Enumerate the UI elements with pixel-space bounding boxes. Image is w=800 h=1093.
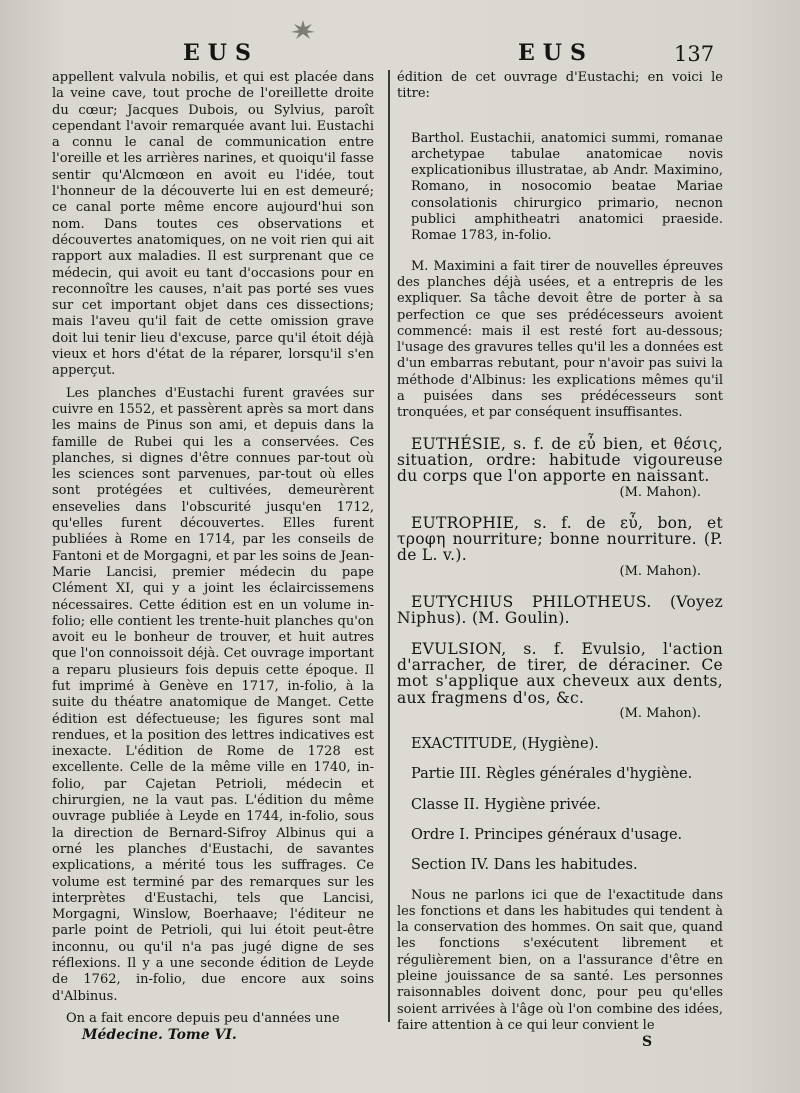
paragraph: Nous ne parlons ici que de l'exactitude dans les fonctions et dans les habitudes qui tendent à la conservation des hommes. On sait que, quand les fonctions s'exécutent librement et régulièrement bien, on a l'assurance d'être en pleine jouissance de sa santé. Les personnes raisonnables doivent donc, pour peu qu'elles soient arrivées à l'âge où l'on combine des idées, faire attention à ce qui leur convient le <box>397 887 723 1033</box>
bibliographic-entry: Barthol. Eustachii, anatomici summi, romanae archetypae tabulae anatomicae novis explicationibus illustratae, ab Andr. Maximino, Romano, in nosocomio beatae Mariae consolationis chirurgico primario, necnon publici amphitheatri anatomici praeside. Romae 1783, in-folio. <box>411 130 723 244</box>
left-column <box>52 70 374 1044</box>
entry-author: (M. Mahon). <box>619 705 701 721</box>
entry-eutrophie: EUTROPHIE, s. f. de εὖ, bon, et τροφη nourriture; bonne nourriture. (P. de L. v.). <box>397 513 723 565</box>
entry-euthesie: EUTHÉSIE, s. f. de εὖ bien, et θέσις, situation, ordre: habitude vigoureuse du corps que l'on apporte en naissant. <box>397 434 723 486</box>
page-number: 137 <box>674 42 715 66</box>
section-heading: Section IV. Dans les habitudes. <box>411 857 638 874</box>
column-rule <box>388 70 390 1022</box>
paragraph: édition de cet ouvrage d'Eustachi; en voici le titre: <box>397 70 723 102</box>
right-column <box>397 70 723 1051</box>
entry-exactitude: EXACTITUDE, (Hygiène). <box>411 736 599 753</box>
printer-ornament-icon <box>288 18 318 40</box>
paragraph: appellent valvula nobilis, et qui est placée dans la veine cave, tout proche de l'oreillette droite du cœur; Jacques Dubois, ou Sylvius, paroît cependant l'avoir remarquée avant lui. Eustachi a connu le canal de communication entre l'oreille et les arrières narines, et quoiqu'il fasse sentir qu'Alcmœon en avoit eu l'idée, tout l'honneur de la découverte lui en est demeuré; ce canal porte même encore aujourd'hui son nom. Dans toutes ces observations et découvertes anatomiques, on ne voit rien qui ait rapport aux maladies. Il est surprenant que ce médecin, qui avoit eu tant d'occasions pour en reconnoître les causes, n'ait pas porté ses vues sur cet important objet dans ces dissections; mais l'aveu qu'il fait de cette omission grave doit lui tenir lieu d'excuse, parce qu'il étoit déjà vieux et hors d'état de la réparer, lorsqu'il s'en apperçut. <box>52 70 374 379</box>
section-heading: Classe II. Hygiène privée. <box>411 796 601 813</box>
section-heading: Ordre I. Principes généraux d'usage. <box>411 826 683 843</box>
running-head-left: EUS <box>183 40 259 66</box>
running-head-right: EUS <box>518 40 594 66</box>
entry-eutychius: EUTYCHIUS PHILOTHEUS. (Voyez Niphus). (M. Goulin). <box>397 593 723 628</box>
paragraph: On a fait encore depuis peu d'années une <box>66 1010 340 1026</box>
entry-author: (M. Mahon). <box>619 563 701 579</box>
paragraph: Les planches d'Eustachi furent gravées sur cuivre en 1552, et passèrent après sa mort dans les mains de Pinus son ami, et depuis dans la famille de Rubei qui les a conservées. Ces planches, si dignes d'être connues par-tout où les sciences sont parvenues, par-tout où elles sont protégées et cultivées, demeurèrent ensevelies dans l'obscurité jusqu'en 1712, qu'elles furent découvertes. Elles furent publiées à Rome en 1714, par les conseils de Fantoni et de Morgagni, et par les soins de Jean-Marie Lancisi, premier médecin du pape Clément XI, qui y a joint les éclaircissemens nécessaires. Cette édition est en un volume in-folio; elle contient les trente-huit planches qu'on avoit eu le bonheur de trouver, et huit autres que l'on connoissoit déjà. Cet ouvrage important a reparu plusieurs fois depuis cette époque. Il fut imprimé à Genève en 1717, in-folio, à la suite du théatre anatomique de Manget. Cette édition est défectueuse; les figures sont mal rendues, et la position des lettres indicatives est inexacte. L'édition de Rome de 1728 est excellente. Celle de la même ville en 1740, in-folio, par Cajetan Petrioli, médecin et chirurgien, ne la vaut pas. L'édition du même ouvrage publiée à Leyde en 1744, in-folio, sous la direction de Bernard-Sifroy Albinus qui a orné les planches d'Eustachi, de savantes explications, a mérité tous les suffrages. Ce volume est terminé par des remarques sur les interprètes d'Eustachi, tels que Lancisi, Morgagni, Winslow, Boerhaave; l'éditeur ne parle point de Petrioli, qui lui étoit peut-être inconnu, ou qu'il n'a pas jugé digne de ses réflexions. Il y a une seconde édition de Leyde de 1762, in-folio, due encore aux soins d'Albinus. <box>52 385 374 1004</box>
section-heading: Partie III. Règles générales d'hygiène. <box>411 766 693 783</box>
entry-evulsion: EVULSION, s. f. Evulsio, l'action d'arracher, de tirer, de déraciner. Ce mot s'applique aux cheveux aux dents, aux fragmens d'os, &c. <box>397 639 723 707</box>
signature-footer: Médecine. Tome VI. <box>82 1027 237 1044</box>
entry-author: (M. Mahon). <box>619 484 701 500</box>
paragraph: M. Maximini a fait tirer de nouvelles épreuves des planches déjà usées, et a entrepris de les expliquer. Sa tâche devoit être de porter à sa perfection ce que ses prédécesseurs avoient commencé: mais il est resté fort au-dessous; l'usage des gravures telles qu'il les a données est d'un embarras rebutant, pour n'avoir pas suivi la méthode d'Albinus: les explications mêmes qu'il a puisées dans ses prédécesseurs sont tronquées, et par conséquent insuffisantes. <box>397 258 723 421</box>
signature-mark: S <box>641 1034 653 1051</box>
